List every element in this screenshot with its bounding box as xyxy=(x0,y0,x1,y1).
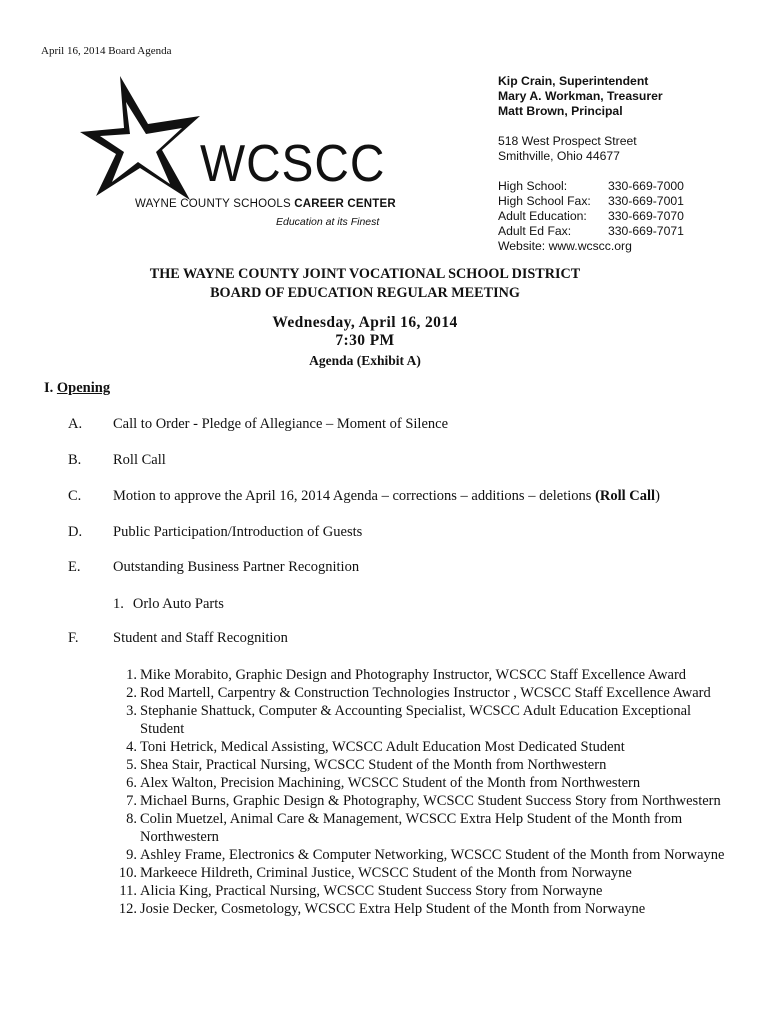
phone-row xyxy=(498,194,684,209)
phone-number: 330-669-7001 xyxy=(608,194,684,208)
item-letter: B. xyxy=(68,452,82,468)
logo-tagline: Education at its Finest xyxy=(276,216,380,228)
item-letter: C. xyxy=(68,488,82,504)
recognition-list xyxy=(113,666,733,918)
phone-number: 330-669-7000 xyxy=(608,179,684,193)
list-item: 1. Mike Morabito, Graphic Design and Photography Instructor, WCSCC Staff Excellence Award xyxy=(126,667,687,683)
document-header-label: April 16, 2014 Board Agenda xyxy=(41,45,172,57)
list-item: 12. Josie Decker, Cosmetology, WCSCC Extra Help Student of the Month from Norwayne xyxy=(118,901,646,917)
phone-number: 330-669-7070 xyxy=(608,209,684,223)
district-title: THE WAYNE COUNTY JOINT VOCATIONAL SCHOOL DISTRICT xyxy=(149,266,581,282)
phone-number: 330-669-7071 xyxy=(608,224,684,238)
list-item: 2. Rod Martell, Carpentry & Construction Technologies Instructor , WCSCC Staff Excellence Award xyxy=(126,685,711,701)
meeting-time: 7:30 PM xyxy=(335,332,395,349)
list-item: 5. Shea Stair, Practical Nursing, WCSCC Student of the Month from Northwestern xyxy=(126,757,607,773)
meeting-date: Wednesday, April 16, 2014 xyxy=(272,314,458,331)
list-item: 4. Toni Hetrick, Medical Assisting, WCSCC Adult Education Most Dedicated Student xyxy=(126,739,625,755)
meeting-title: BOARD OF EDUCATION REGULAR MEETING xyxy=(210,285,520,301)
item-text: Roll Call xyxy=(113,452,166,468)
phone-label: Adult Ed Fax: xyxy=(498,224,572,238)
list-item: 11. Alicia King, Practical Nursing, WCSCC Student Success Story from Norwayne xyxy=(119,883,603,899)
list-item: 9. Ashley Frame, Electronics & Computer Networking, WCSCC Student of the Month from Norwayne xyxy=(126,847,725,863)
item-text: Motion to approve the April 16, 2014 Agenda – corrections – additions – deletions (Roll Call) xyxy=(113,488,660,504)
star-logo-icon xyxy=(78,72,203,202)
phone-label: Adult Education: xyxy=(498,209,587,223)
item-letter: F. xyxy=(68,630,79,646)
list-item: 6. Alex Walton, Precision Machining, WCSCC Student of the Month from Northwestern xyxy=(126,775,641,791)
agenda-label: Agenda (Exhibit A) xyxy=(309,353,421,368)
phone-row xyxy=(498,179,684,194)
superintendent-line: Kip Crain, Superintendent xyxy=(498,74,649,88)
wcscc-logo xyxy=(78,72,396,242)
phone-row xyxy=(498,209,684,224)
logo-wordmark: WCSCC xyxy=(200,135,386,193)
logo-subtitle: WAYNE COUNTY SCHOOLS CAREER CENTER xyxy=(135,198,396,210)
list-item: 3. Stephanie Shattuck, Computer & Accounting Specialist, WCSCC Adult Education Exceptional Student xyxy=(126,703,692,737)
list-item: 1. Orlo Auto Parts xyxy=(113,596,224,612)
item-letter: A. xyxy=(68,416,83,432)
item-text: Public Participation/Introduction of Guests xyxy=(113,524,363,540)
list-item: 10. Markeece Hildreth, Criminal Justice, WCSCC Student of the Month from Norwayne xyxy=(118,865,632,881)
address-street: 518 West Prospect Street xyxy=(498,134,637,148)
item-text: Student and Staff Recognition xyxy=(113,630,288,646)
phone-row xyxy=(498,224,684,239)
address-city: Smithville, Ohio 44677 xyxy=(498,149,620,163)
contact-block xyxy=(498,74,684,254)
list-item: 7. Michael Burns, Graphic Design & Photography, WCSCC Student Success Story from Northwestern xyxy=(126,793,721,809)
treasurer-line: Mary A. Workman, Treasurer xyxy=(498,89,663,103)
section-heading: I. Opening xyxy=(44,380,111,396)
list-item: 8. Colin Muetzel, Animal Care & Management, WCSCC Extra Help Student of the Month from Northwestern xyxy=(126,811,683,845)
website-line: Website: www.wcscc.org xyxy=(498,239,632,253)
item-text: Call to Order - Pledge of Allegiance – Moment of Silence xyxy=(113,416,449,432)
phone-label: High School Fax: xyxy=(498,194,591,208)
principal-line: Matt Brown, Principal xyxy=(498,104,623,118)
item-letter: E. xyxy=(68,559,81,575)
partner-list xyxy=(113,595,733,613)
item-letter: D. xyxy=(68,524,83,540)
item-text: Outstanding Business Partner Recognition xyxy=(113,559,360,575)
phone-label: High School: xyxy=(498,179,568,193)
